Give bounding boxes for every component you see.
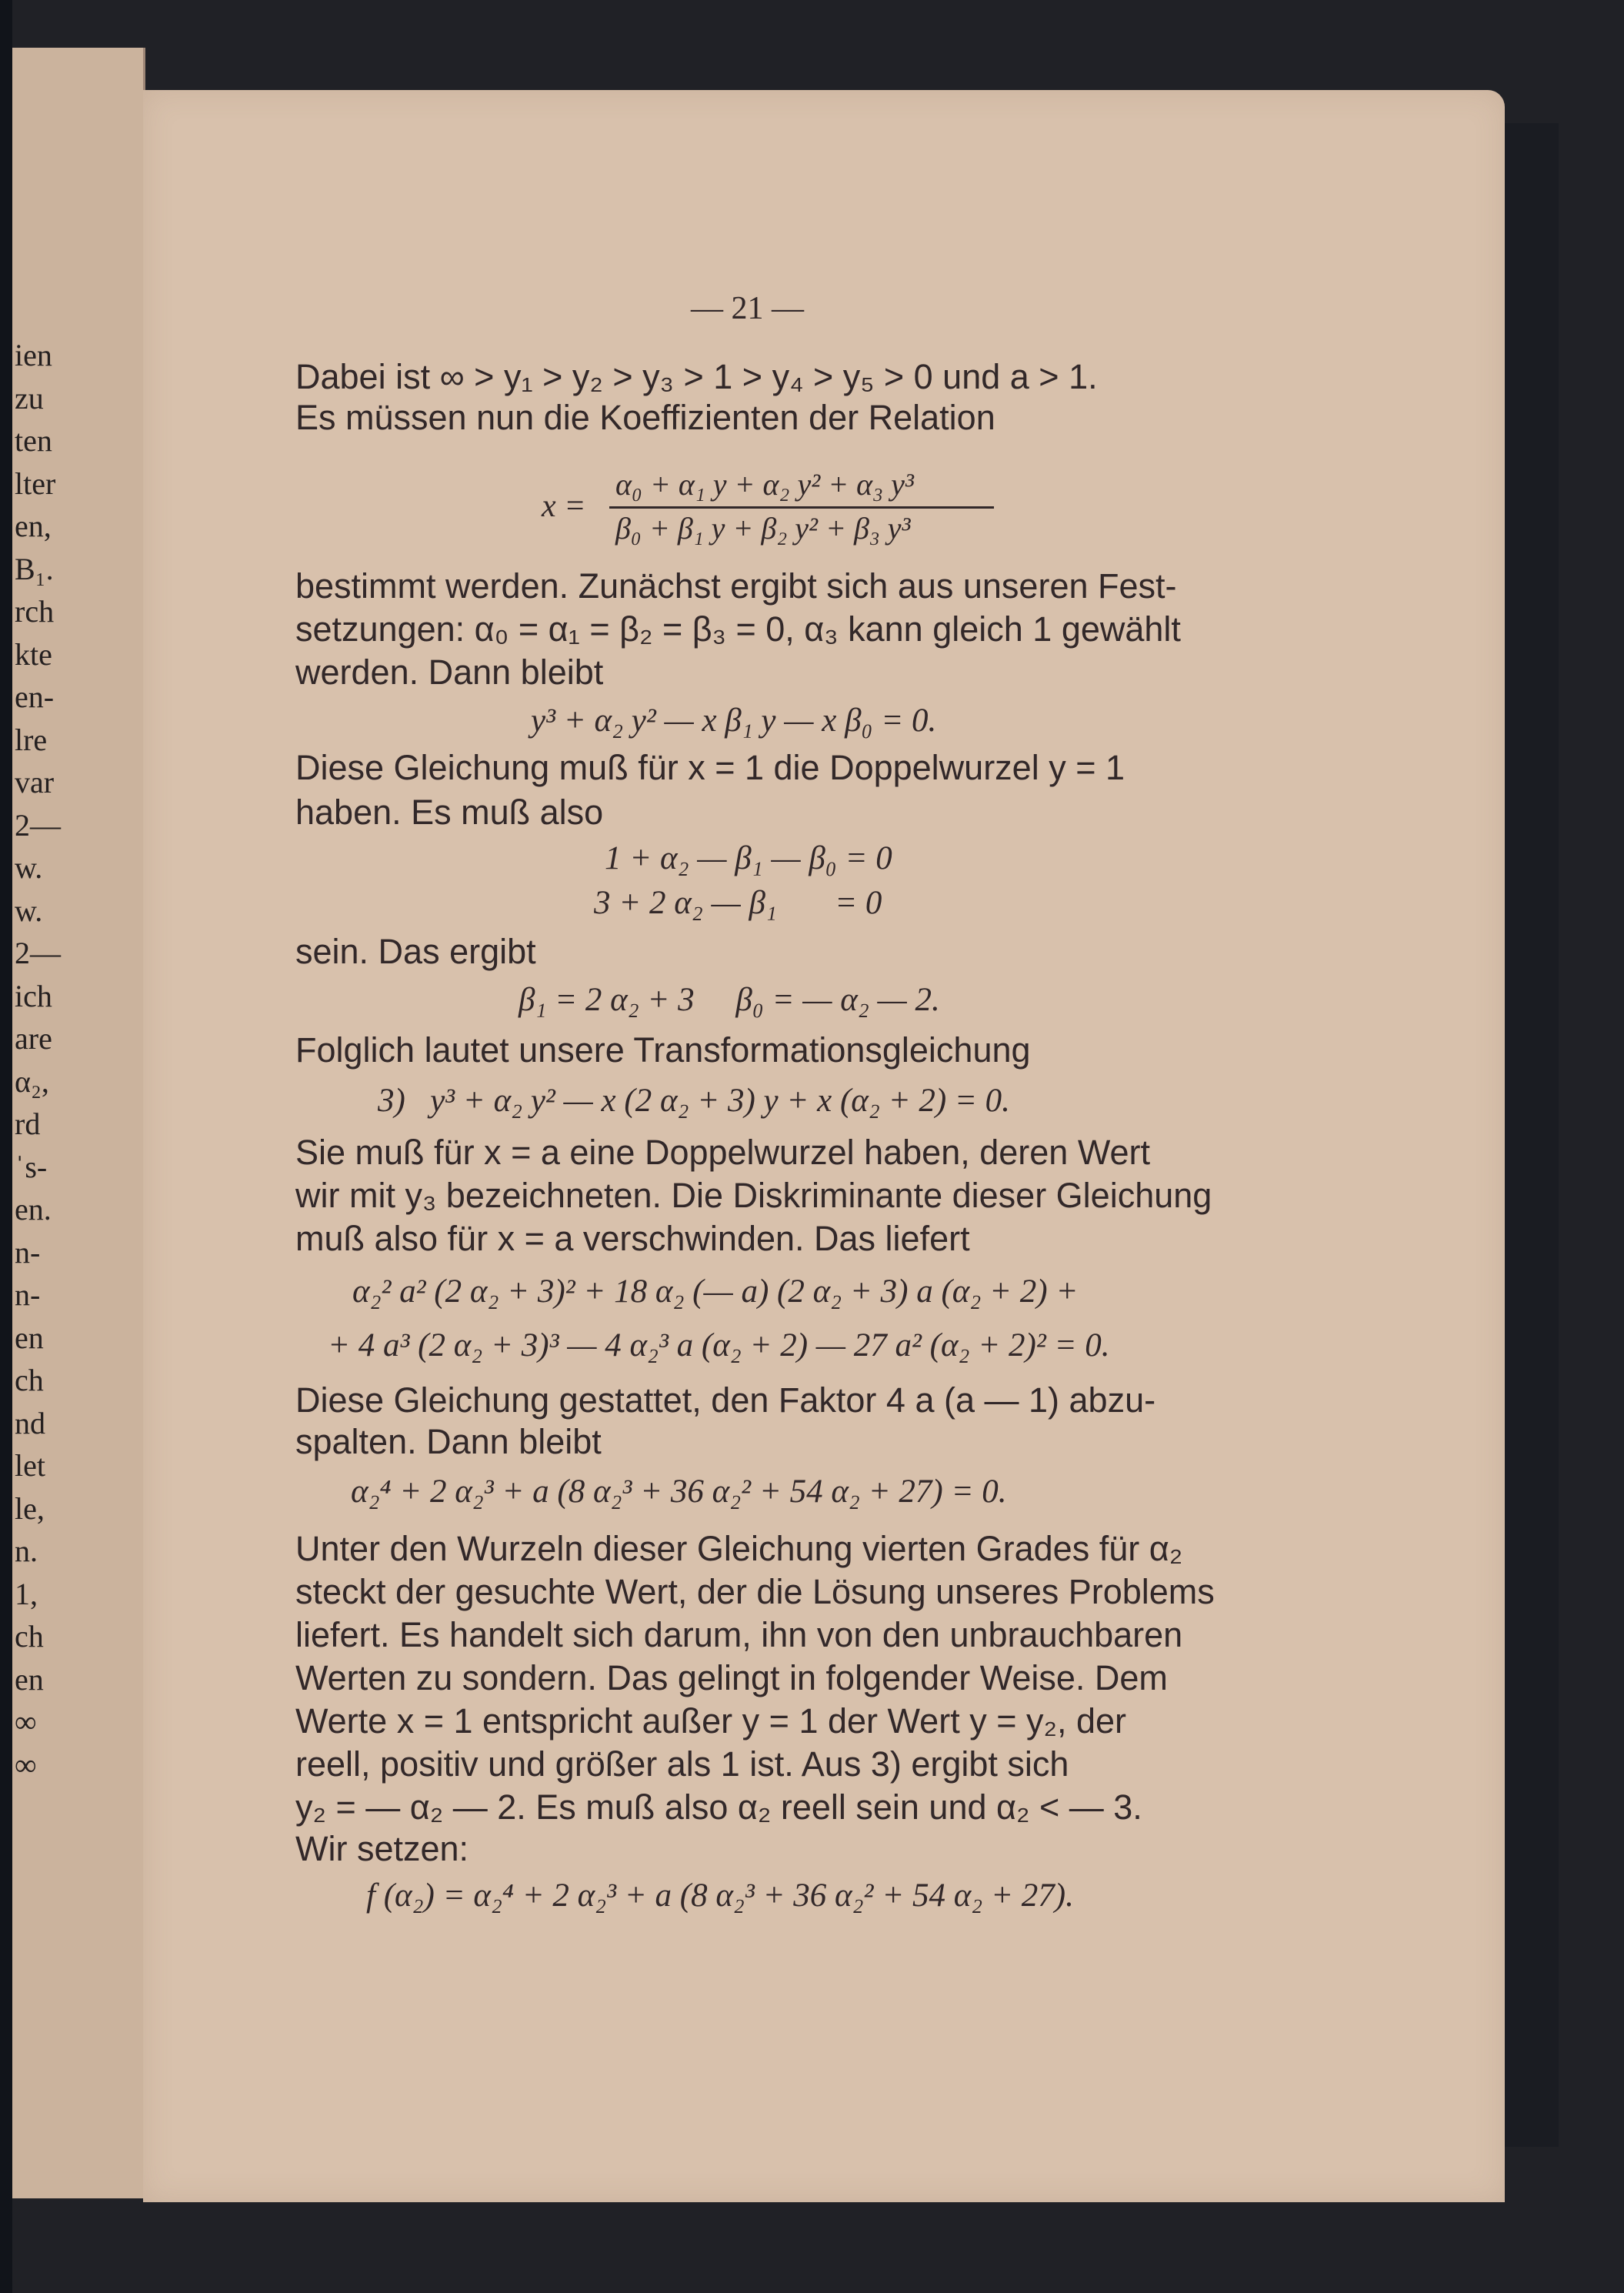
previous-page-edge [12, 48, 145, 2198]
previous-page-fragment: en [15, 1320, 44, 1355]
text-line: Werte x = 1 entspricht außer y = 1 der Wert y = y₂, der [295, 1701, 1126, 1741]
text-line: bestimmt werden. Zunächst ergibt sich aus unseren Fest- [295, 566, 1177, 606]
fraction-lhs: x = [542, 489, 586, 524]
previous-page-fragment: rd [15, 1106, 41, 1141]
text-line: Diese Gleichung muß für x = 1 die Doppelwurzel y = 1 [295, 748, 1125, 787]
previous-page-fragment: ch [15, 1619, 44, 1654]
previous-page-fragment: n. [15, 1534, 38, 1568]
book-binding-edge [1505, 123, 1559, 2147]
previous-page-fragment: lre [15, 722, 48, 757]
equation-quartic: α₂⁴ + 2 α₂³ + a (8 α₂³ + 36 α₂² + 54 α₂ + 27) = 0. [351, 1474, 1007, 1510]
text-line: wir mit y₃ bezeichneten. Die Diskriminante dieser Gleichung [295, 1176, 1212, 1215]
previous-page-fragment: ∞ [15, 1704, 37, 1739]
equation-discriminant-2: + 4 a³ (2 α₂ + 3)³ — 4 α₂³ a (α₂ + 2) — 27 a² (α₂ + 2)² = 0. [328, 1327, 1110, 1363]
text-line: Unter den Wurzeln dieser Gleichung vierten Grades für α₂ [295, 1529, 1183, 1568]
previous-page-fragment: var [15, 765, 55, 799]
previous-page-fragment: kte [15, 636, 52, 672]
text-line: spalten. Dann bleibt [295, 1422, 602, 1461]
page-number: — 21 — [691, 291, 804, 326]
fraction-denominator: β₀ + β₁ y + β₂ y² + β₃ y³ [615, 511, 911, 546]
equation-f-definition: f (α₂) = α₂⁴ + 2 α₂³ + a (8 α₂³ + 36 α₂² + 54 α₂ + 27). [366, 1877, 1074, 1914]
equation-cubic: y³ + α₂ y² — x β₁ y — x β₀ = 0. [531, 703, 937, 739]
previous-page-fragment: are [15, 1021, 52, 1056]
left-dark-edge [0, 0, 12, 2293]
previous-page-fragment: lter [15, 466, 56, 501]
text-line: Sie muß für x = a eine Doppelwurzel haben, deren Wert [295, 1133, 1151, 1172]
equation-condition-1: 1 + α₂ — β₁ — β₀ = 0 [605, 840, 892, 876]
text-line: Folglich lautet unsere Transformationsgleichung [295, 1030, 1031, 1070]
fraction-numerator: α₀ + α₁ y + α₂ y² + α₃ y³ [615, 467, 914, 502]
book-page [143, 90, 1505, 2202]
previous-page-fragment: ∞ [15, 1747, 37, 1782]
text-line: Wir setzen: [295, 1829, 469, 1868]
previous-page-fragment: en [15, 1661, 44, 1697]
text-line: liefert. Es handelt sich darum, ihn von den unbrauchbaren [295, 1615, 1183, 1654]
previous-page-fragment: ten [15, 423, 52, 458]
previous-page-fragment: ich [15, 978, 52, 1013]
previous-page-fragment: le, [15, 1490, 45, 1526]
previous-page-fragment: en. [15, 1192, 52, 1227]
text-line: haben. Es muß also [295, 793, 604, 832]
equation-discriminant-1: α₂² a² (2 α₂ + 3)² + 18 α₂ (— a) (2 α₂ + 3) a (α₂ + 2) + [352, 1273, 1079, 1310]
previous-page-fragment: nd [15, 1405, 45, 1440]
text-line: Es müssen nun die Koeffizienten der Relation [295, 398, 995, 437]
previous-page-fragment: B₁. [15, 551, 54, 586]
text-line: Dabei ist ∞ > y₁ > y₂ > y₃ > 1 > y₄ > y₅ > 0 und a > 1. [295, 357, 1098, 396]
text-line: muß also für x = a verschwinden. Das liefert [295, 1219, 970, 1258]
previous-page-fragment: 1, [15, 1576, 38, 1611]
previous-page-fragment: ien [15, 338, 52, 372]
previous-page-fragment: ch [15, 1363, 44, 1397]
equation-condition-2: 3 + 2 α₂ — β₁ = 0 [594, 885, 882, 921]
previous-page-fragment: 2— [15, 936, 61, 970]
previous-page-fragment: zu [15, 380, 44, 416]
text-line: Diese Gleichung gestattet, den Faktor 4 a (a — 1) abzu- [295, 1380, 1156, 1420]
previous-page-fragment: w. [15, 850, 43, 885]
previous-page-fragment: w. [15, 893, 43, 928]
previous-page-fragment: en- [15, 679, 55, 714]
previous-page-fragment: n- [15, 1277, 41, 1312]
text-line: reell, positiv und größer als 1 ist. Aus 3) ergibt sich [295, 1744, 1069, 1784]
fraction-bar [609, 506, 994, 509]
text-line: sein. Das ergibt [295, 932, 536, 971]
text-line: y₂ = — α₂ — 2. Es muß also α₂ reell sein und α₂ < — 3. [295, 1787, 1142, 1827]
text-line: Werten zu sondern. Das gelingt in folgender Weise. Dem [295, 1658, 1168, 1697]
previous-page-fragment: rch [15, 594, 55, 629]
previous-page-fragment: 2— [15, 807, 61, 843]
equation-transformation: 3) y³ + α₂ y² — x (2 α₂ + 3) y + x (α₂ + 2) = 0. [378, 1083, 1010, 1119]
text-line: setzungen: α₀ = α₁ = β₂ = β₃ = 0, α₃ kann gleich 1 gewählt [295, 609, 1181, 649]
text-line: steckt der gesuchte Wert, der die Lösung unseres Problems [295, 1572, 1215, 1611]
previous-page-fragment: ˈs- [15, 1149, 48, 1184]
previous-page-fragment: α₂, [15, 1063, 49, 1099]
previous-page-fragment: let [15, 1448, 45, 1483]
previous-page-fragment: n- [15, 1234, 41, 1270]
equation-beta-result: β₁ = 2 α₂ + 3 β₀ = — α₂ — 2. [519, 982, 940, 1018]
previous-page-fragment: en, [15, 509, 52, 543]
text-line: werden. Dann bleibt [295, 653, 604, 692]
